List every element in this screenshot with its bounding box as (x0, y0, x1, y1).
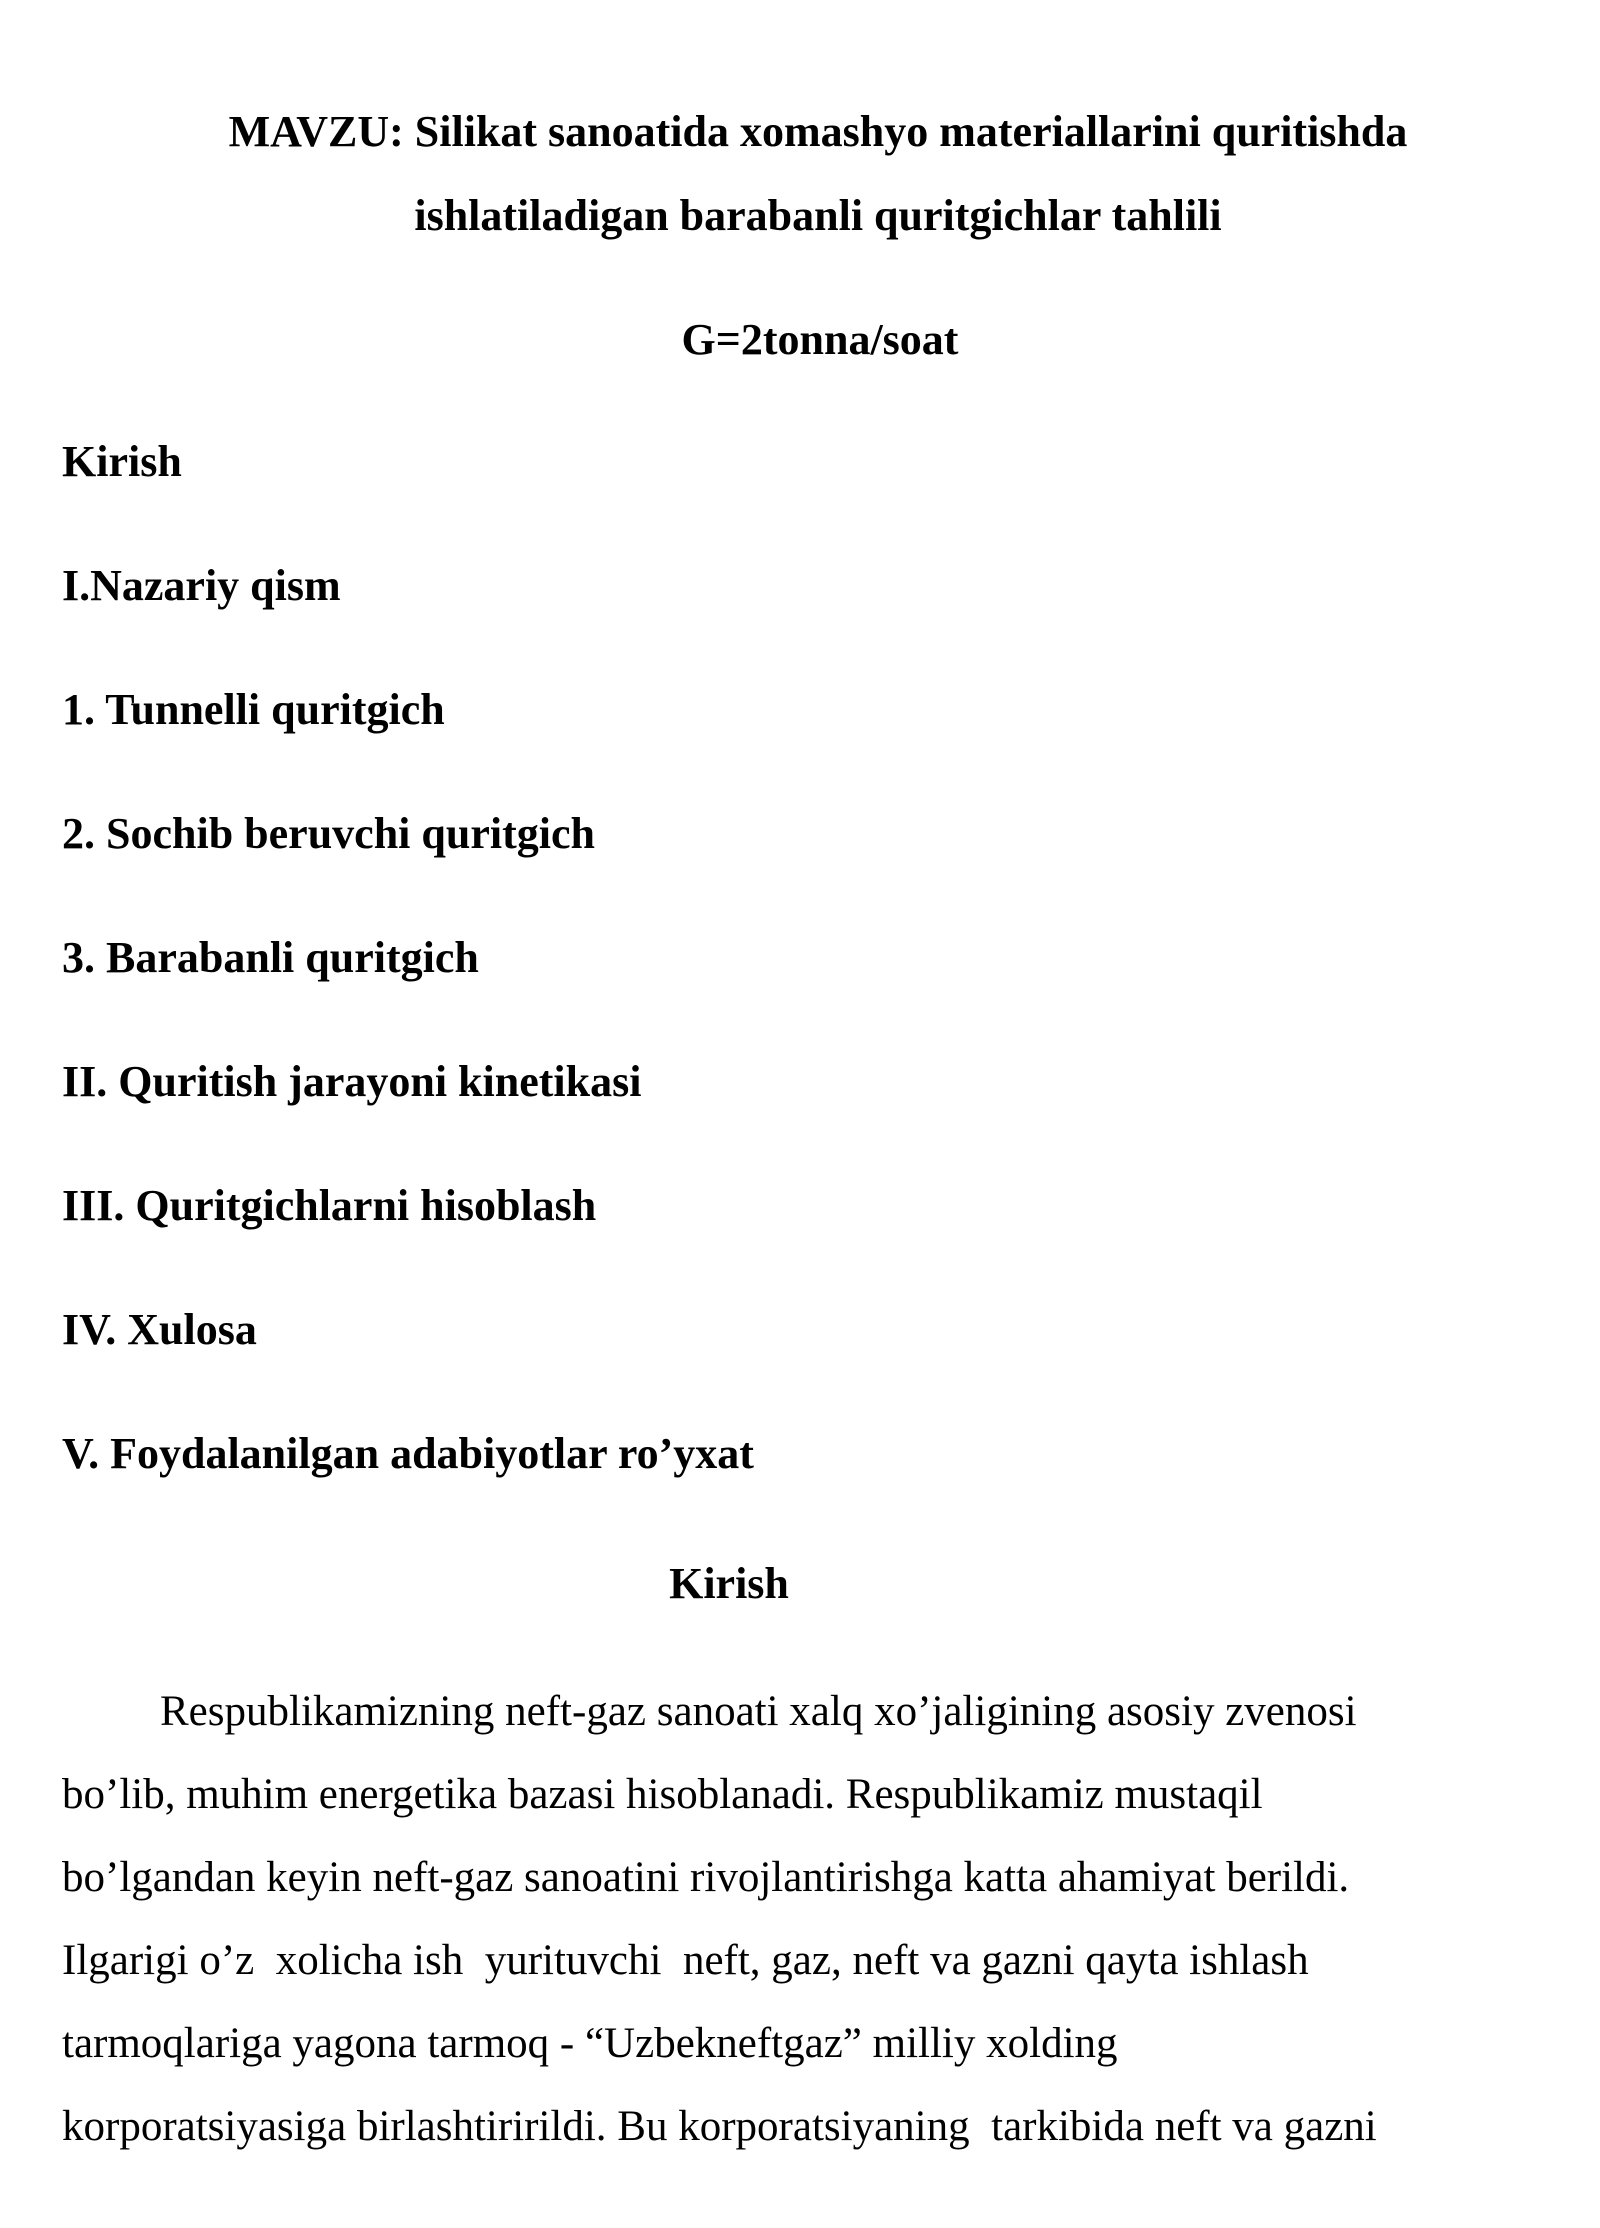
paragraph-line: bo’lib, muhim energetika bazasi hisoblanadi. Respublikamiz mustaqil (62, 1771, 1263, 1818)
table-of-contents (62, 434, 754, 1550)
title-line-2: ishlatiladigan barabanli quritgichlar tahlili (414, 191, 1222, 240)
title-line-1: MAVZU: Silikat sanoatida xomashyo materiallarini quritishda (228, 107, 1408, 156)
toc-item: I.Nazariy qism (62, 561, 341, 610)
capacity-line: G=2tonna/soat (681, 315, 959, 364)
paragraph-line: bo’lgandan keyin neft-gaz sanoatini rivojlantirishga katta ahamiyat berildi. (62, 1854, 1350, 1901)
toc-item: II. Quritish jarayoni kinetikasi (62, 1057, 642, 1106)
paragraph-line: tarmoqlariga yagona tarmoq - “Uzbekneftgaz” milliy xolding (62, 2020, 1118, 2067)
document-title (62, 90, 1574, 258)
toc-item: IV. Xulosa (62, 1305, 257, 1354)
toc-item: Kirish (62, 437, 182, 486)
toc-item: III. Quritgichlarni hisoblash (62, 1181, 597, 1230)
toc-item: 2. Sochib beruvchi quritgich (62, 809, 595, 858)
toc-item: 1. Tunnelli quritgich (62, 685, 445, 734)
intro-paragraph (62, 1670, 1538, 2168)
paragraph-line: korporatsiyasiga birlashtiririldi. Bu korporatsiyaning tarkibida neft va gazni (62, 2103, 1377, 2150)
section-heading: Kirish (669, 1559, 789, 1608)
paragraph-line: Ilgarigi o’z xolicha ish yurituvchi neft, gaz, neft va gazni qayta ishlash (62, 1937, 1309, 1984)
toc-item: 3. Barabanli quritgich (62, 933, 479, 982)
toc-item: V. Foydalanilgan adabiyotlar ro’yxat (62, 1429, 754, 1478)
paragraph-line: Respublikamizning neft-gaz sanoati xalq xo’jaligining asosiy zvenosi (160, 1688, 1357, 1735)
